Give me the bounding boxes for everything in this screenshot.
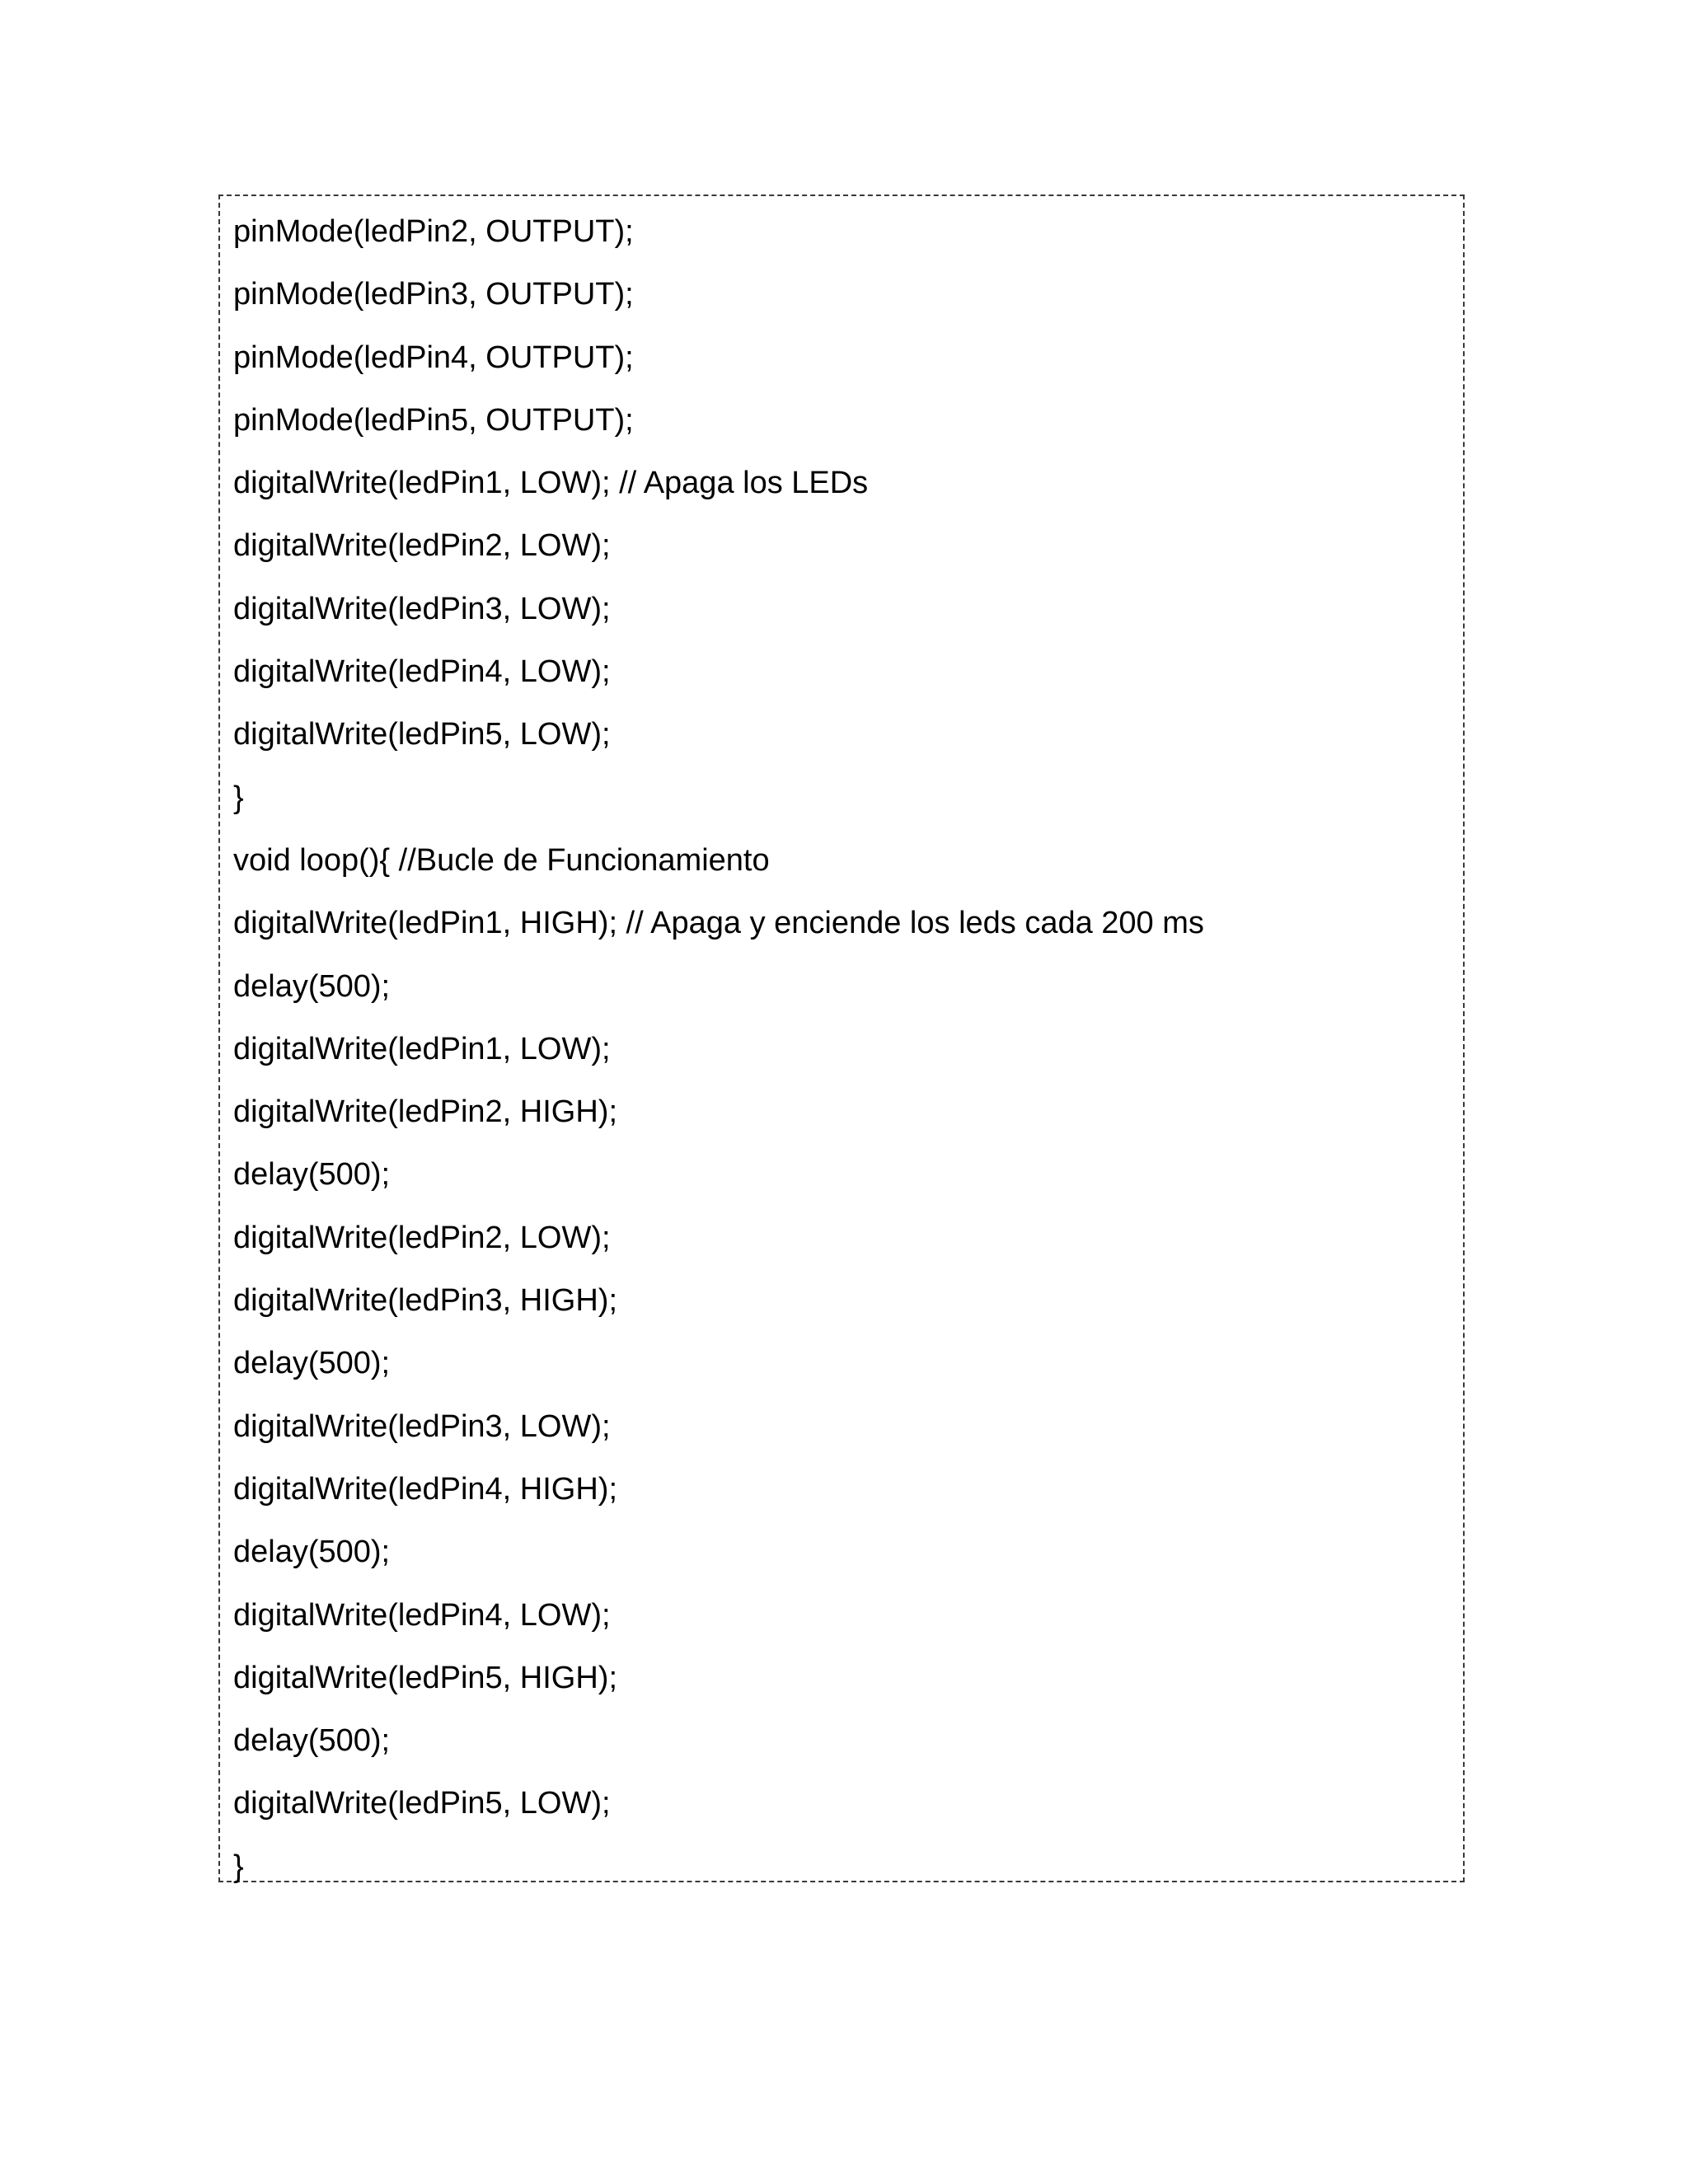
code-line: delay(500); xyxy=(233,968,391,1004)
code-line: digitalWrite(ledPin2, LOW); xyxy=(233,528,611,564)
code-line: pinMode(ledPin2, OUTPUT); xyxy=(233,214,634,249)
code-line: delay(500); xyxy=(233,1346,391,1381)
code-line: digitalWrite(ledPin4, HIGH); xyxy=(233,1471,618,1507)
code-line: digitalWrite(ledPin3, LOW); xyxy=(233,591,611,626)
code-line: digitalWrite(ledPin2, LOW); xyxy=(233,1220,611,1255)
code-line: digitalWrite(ledPin1, LOW); xyxy=(233,1031,611,1066)
code-line: digitalWrite(ledPin2, HIGH); xyxy=(233,1094,618,1130)
code-line: delay(500); xyxy=(233,1535,391,1570)
code-lines xyxy=(233,200,1450,1898)
code-line: digitalWrite(ledPin1, LOW); // Apaga los LEDs xyxy=(233,466,869,501)
code-line: pinMode(ledPin4, OUTPUT); xyxy=(233,340,634,375)
code-line: } xyxy=(233,1849,244,1884)
code-line: digitalWrite(ledPin5, LOW); xyxy=(233,1786,611,1821)
code-line: pinMode(ledPin3, OUTPUT); xyxy=(233,277,634,312)
code-line: digitalWrite(ledPin4, LOW); xyxy=(233,654,611,690)
code-line: digitalWrite(ledPin3, HIGH); xyxy=(233,1283,618,1319)
code-line: digitalWrite(ledPin4, LOW); xyxy=(233,1597,611,1633)
code-line: digitalWrite(ledPin5, HIGH); xyxy=(233,1660,618,1695)
code-line: digitalWrite(ledPin3, LOW); xyxy=(233,1408,611,1444)
code-line: void loop(){ //Bucle de Funcionamiento xyxy=(233,842,770,878)
code-line: pinMode(ledPin5, OUTPUT); xyxy=(233,402,634,438)
code-line: delay(500); xyxy=(233,1157,391,1193)
code-box xyxy=(218,194,1465,1882)
code-line: } xyxy=(233,780,244,815)
code-line: digitalWrite(ledPin5, LOW); xyxy=(233,717,611,752)
code-line: delay(500); xyxy=(233,1723,391,1759)
code-line: digitalWrite(ledPin1, HIGH); // Apaga y enciende los leds cada 200 ms xyxy=(233,906,1204,941)
